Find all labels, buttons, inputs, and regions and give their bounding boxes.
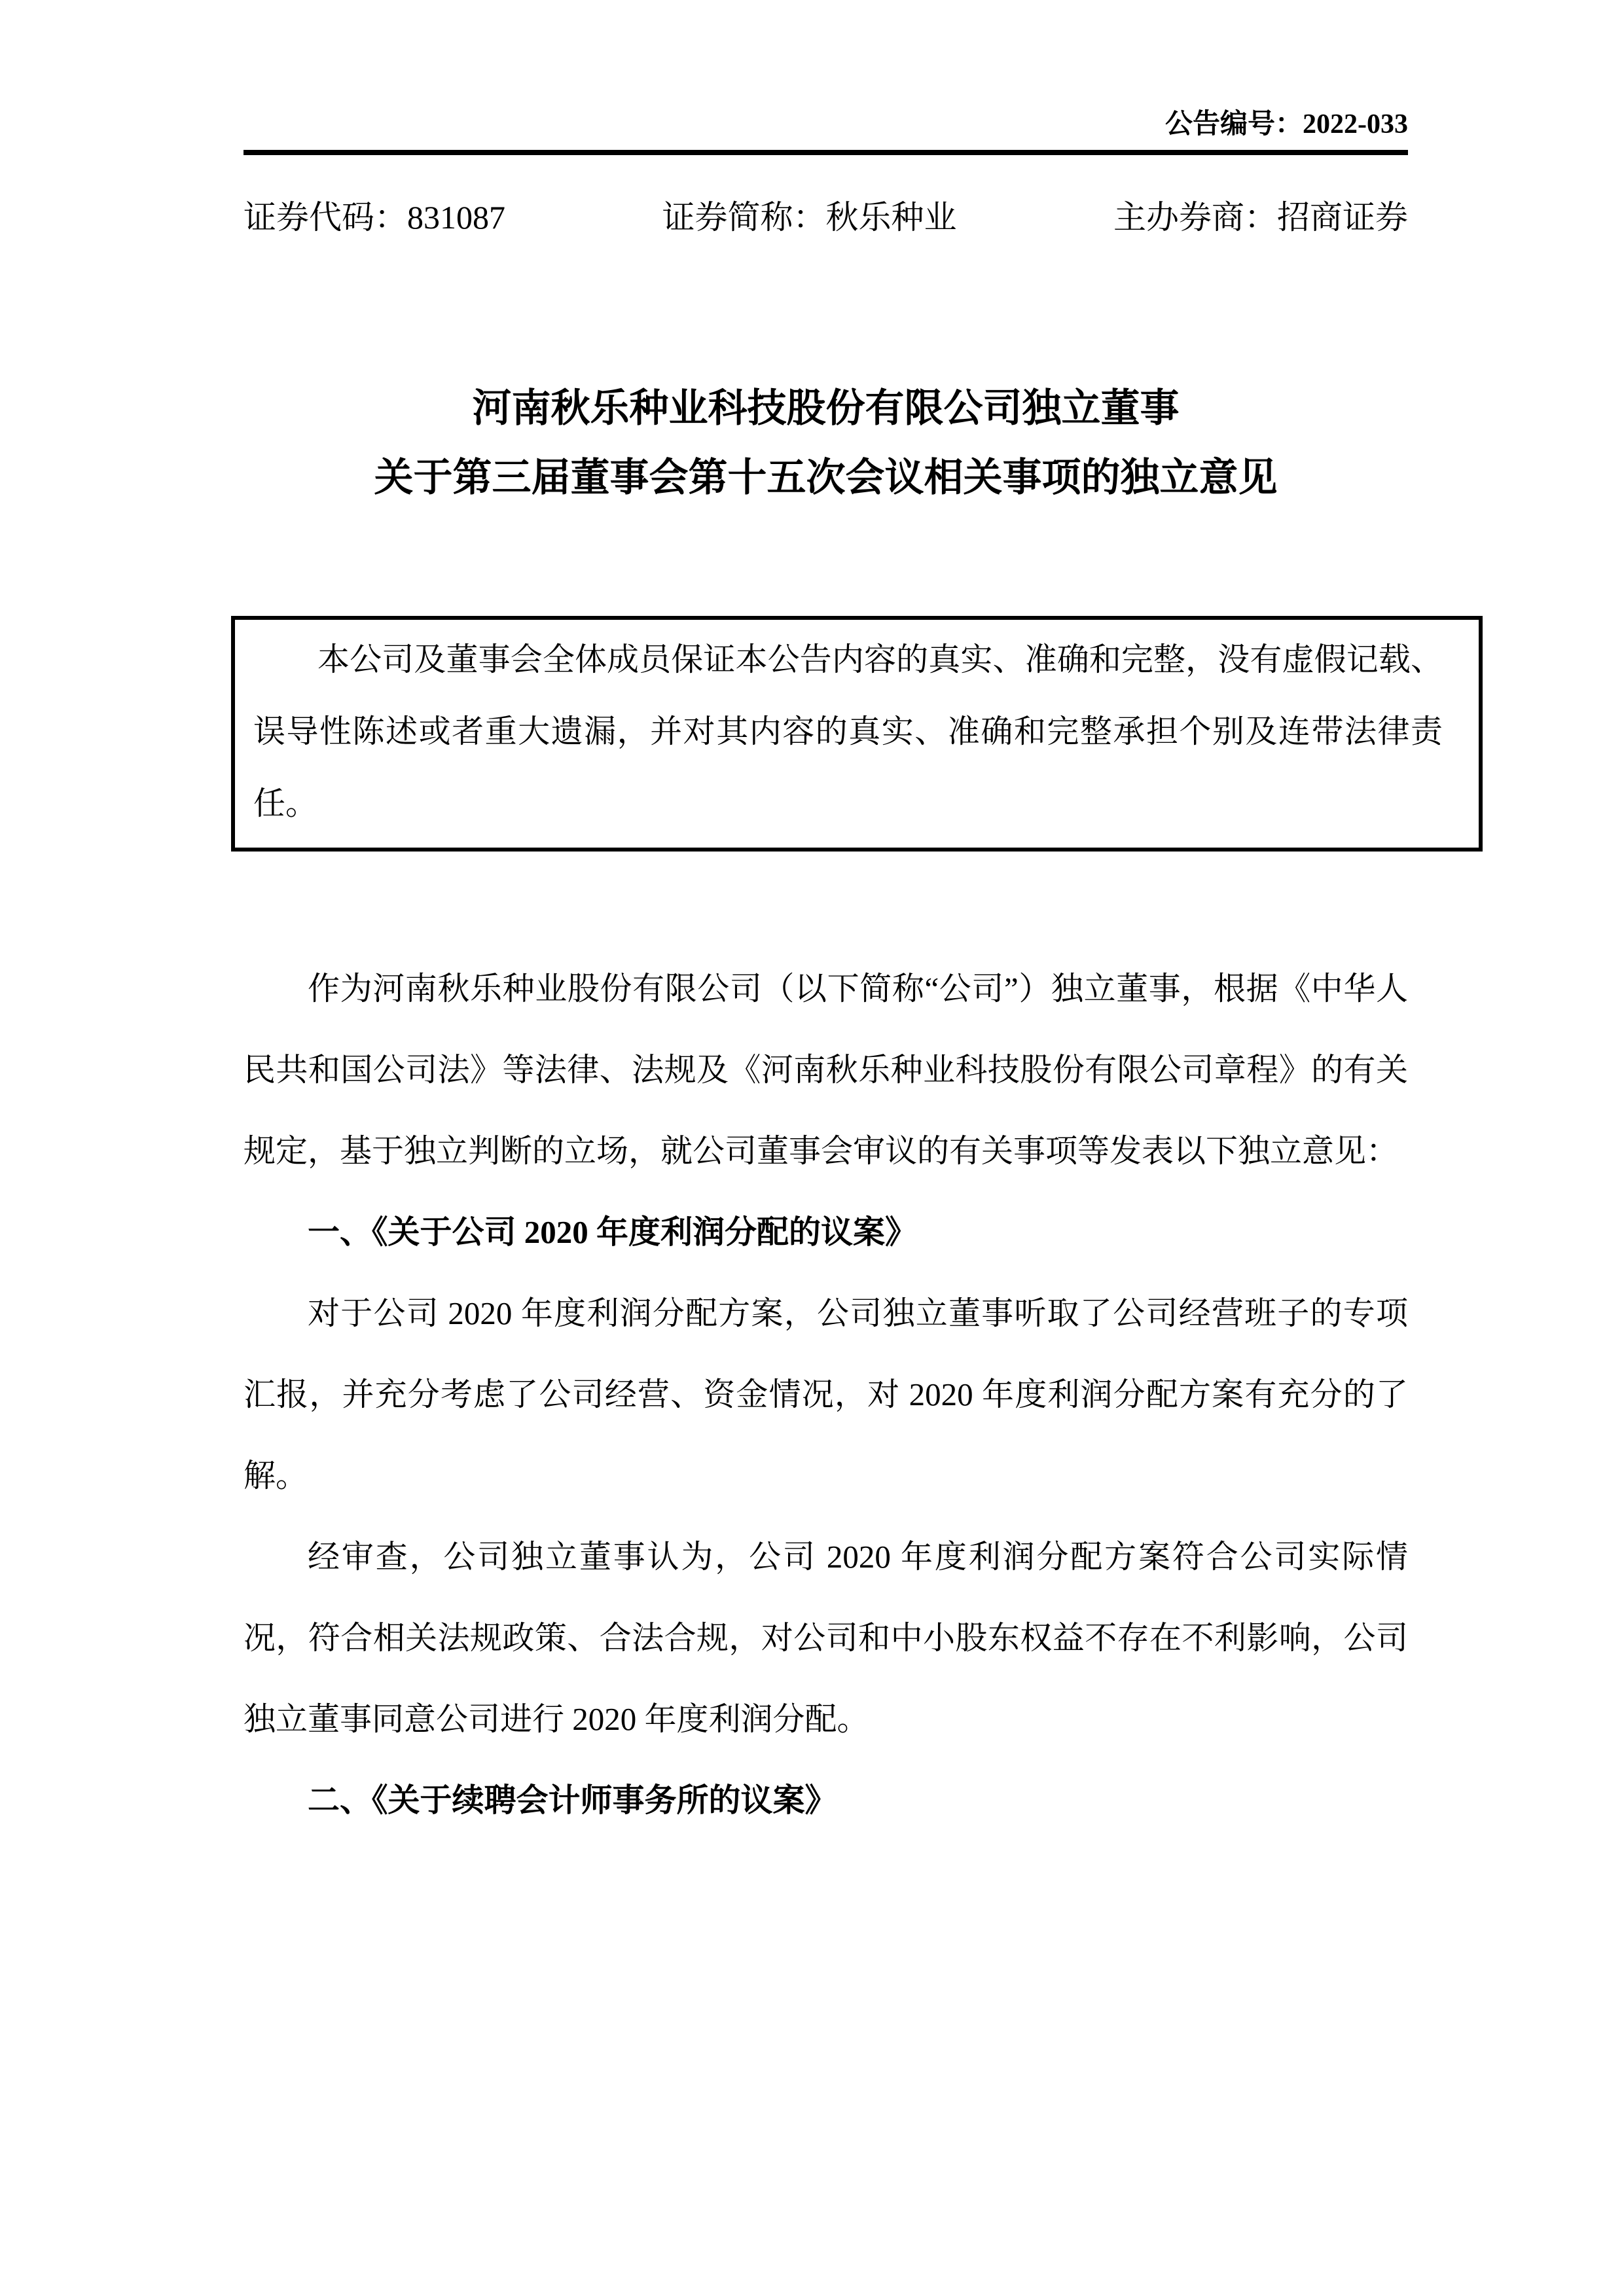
section-heading-profit-distribution: 一、《关于公司 2020 年度利润分配的议案》 — [308, 1214, 918, 1250]
stock-code: 证券代码：831087 — [244, 199, 505, 236]
sponsor-broker: 主办券商：招商证券 — [1113, 199, 1408, 236]
header-divider — [244, 150, 1408, 155]
paragraph-introduction: 作为河南秋乐种业股份有限公司（以下简称“公司”）独立董事，根据《中华人民共和国公司法》等法律、法规及《河南秋乐种业科技股份有限公司章程》的有关规定，基于独立判断的立场，就公司董事会审议的有关事项等发表以下独立意见： — [244, 971, 1408, 1169]
disclaimer-text: 本公司及董事会全体成员保证本公告内容的真实、准确和完整，没有虚假记载、误导性陈述或者重大遗漏，并对其内容的真实、准确和完整承担个别及连带法律责任。 — [253, 641, 1443, 821]
title-line-1: 河南秋乐种业科技股份有限公司独立董事 — [472, 387, 1180, 430]
document-title — [244, 374, 1408, 512]
paragraph-profit-review: 对于公司 2020 年度利润分配方案，公司独立董事听取了公司经营班子的专项汇报，并充分考虑了公司经营、资金情况，对 2020 年度利润分配方案有充分的了解。 — [244, 1295, 1408, 1494]
disclaimer-box — [231, 616, 1483, 852]
paragraph-profit-opinion: 经审查，公司独立董事认为，公司 2020 年度利润分配方案符合公司实际情况，符合相关法规政策、合法合规，对公司和中小股东权益不存在不利影响，公司独立董事同意公司进行 2020 年度利润分配。 — [244, 1539, 1408, 1737]
title-line-2: 关于第三届董事会第十五次会议相关事项的独立意见 — [374, 456, 1278, 499]
document-body — [244, 948, 1408, 1841]
announcement-number: 公告编号：2022-033 — [1165, 109, 1408, 139]
securities-info-row — [244, 198, 1408, 236]
stock-abbreviation: 证券简称：秋乐种业 — [662, 199, 957, 236]
section-heading-accounting-firm: 二、《关于续聘会计师事务所的议案》 — [308, 1782, 837, 1818]
